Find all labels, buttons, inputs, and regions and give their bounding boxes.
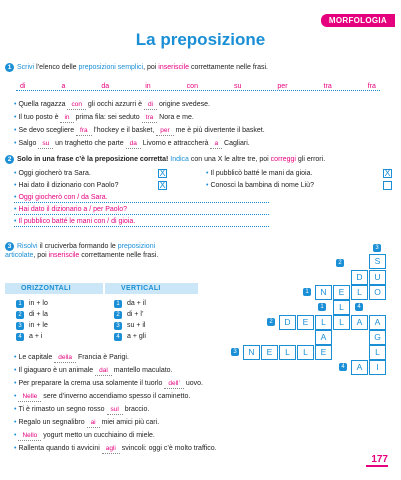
clue-number: 4	[355, 303, 363, 311]
clue-number: 1	[303, 288, 311, 296]
grid-cell[interactable]: D	[279, 315, 296, 330]
clue-item: 3 su + il	[114, 321, 145, 330]
grid-cell[interactable]: D	[351, 270, 368, 285]
list-item: • Conosci la bambina di nome Liù?	[206, 182, 314, 189]
grid-cell[interactable]: A	[315, 330, 332, 345]
clue-item: 4 a + i	[16, 332, 42, 341]
clue-item: 2 di + la	[16, 310, 48, 319]
clue-item: 1 in + lo	[16, 299, 48, 308]
grid-cell[interactable]: A	[351, 315, 368, 330]
grid-cell[interactable]: N	[315, 285, 332, 300]
grid-cell[interactable]: E	[315, 345, 332, 360]
section-badge: MORFOLOGIA	[321, 14, 395, 27]
horizontal-clues-header: ORIZZONTALI	[5, 283, 103, 294]
grid-cell[interactable]: G	[369, 330, 386, 345]
grid-cell[interactable]: L	[297, 345, 314, 360]
sentence-row: • Il tuo posto è in prima fila: sei seduto tra Nora e me.	[14, 114, 194, 121]
sentence-row: • Se devo scegliere fra l’hockey e il basket, per me è più divertente il basket.	[14, 127, 265, 134]
preposition-list	[16, 83, 380, 91]
clue-number: 2	[267, 318, 275, 326]
grid-cell[interactable]: E	[333, 285, 350, 300]
exercise-number: 1	[5, 63, 14, 72]
clue-item: 3 in + le	[16, 321, 48, 330]
grid-cell[interactable]: O	[369, 285, 386, 300]
sentence-row: • Nelle sere d’inverno accendiamo spesso il caminetto.	[14, 393, 191, 400]
vertical-clues-header: VERTICALI	[105, 283, 198, 294]
clue-number: 1	[318, 303, 326, 311]
clue-item: 1 da + il	[114, 299, 146, 308]
grid-cell[interactable]: L	[369, 345, 386, 360]
clue-number: 3	[373, 244, 381, 252]
list-item: con	[186, 83, 198, 90]
grid-cell[interactable]: L	[351, 285, 368, 300]
grid-cell[interactable]: A	[369, 315, 386, 330]
answer-line[interactable]: • Il pubblico batté le mani con / di gioia.	[14, 217, 269, 227]
list-item: di	[20, 83, 26, 90]
list-item: tra	[323, 83, 332, 90]
exercise-number: 3	[5, 242, 14, 251]
answer-line[interactable]: • Oggi giocherò con / da Sara.	[14, 193, 269, 203]
page-number: 177	[371, 454, 388, 465]
page-title: La preposizione	[135, 30, 266, 49]
grid-cell[interactable]: L	[333, 315, 350, 330]
grid-cell[interactable]: E	[261, 345, 278, 360]
list-item: • Il pubblicò batté le mani da gioia.	[206, 170, 313, 177]
clue-item: 2 di + l’	[114, 310, 144, 319]
grid-cell[interactable]: L	[279, 345, 296, 360]
grid-cell[interactable]: I	[369, 360, 386, 375]
grid-cell[interactable]: S	[369, 254, 386, 269]
list-item: • Oggi giocherò tra Sara.	[14, 170, 91, 177]
checkbox[interactable]	[383, 181, 392, 190]
grid-cell[interactable]: E	[297, 315, 314, 330]
list-item: per	[277, 83, 288, 90]
sentence-row: • Quella ragazza con gli occhi azzurri è di origine svedese.	[14, 101, 210, 108]
exercise-3-instructions: 3 Risolvi il cruciverba formando le preposizioni articolate, poi inseriscile correttamente nelle frasi.	[5, 243, 159, 259]
exercise-number: 2	[5, 155, 14, 164]
clue-number: 2	[336, 259, 344, 267]
clue-item: 4 a + gli	[114, 332, 146, 341]
checkbox[interactable]: X	[384, 168, 391, 178]
sentence-row: • Regalo un segnalibro ai miei amici più cari.	[14, 419, 160, 426]
list-item: a	[61, 83, 66, 90]
checkbox[interactable]: X	[159, 180, 166, 190]
list-item: in	[145, 83, 151, 90]
grid-cell[interactable]: N	[243, 345, 260, 360]
page-number-underline	[366, 465, 388, 467]
grid-cell[interactable]: L	[333, 300, 350, 315]
sentence-row: • Salgo su un traghetto che parte da Livorno e attraccherà a Cagliari.	[14, 140, 250, 147]
list-item: fra	[367, 83, 376, 90]
sentence-row: • Ti è rimasto un segno rosso sul braccio.	[14, 406, 150, 413]
answer-line[interactable]: • Hai dato il dizionario a / per Paolo?	[14, 205, 269, 215]
exercise-1-instructions: 1 Scrivi l’elenco delle preposizioni semplici, poi inseriscile correttamente nelle frasi.	[5, 63, 268, 72]
sentence-row: • Nello yogurt metto un cucchiaino di miele.	[14, 432, 155, 439]
sentence-row: • Le capitale della Francia è Parigi.	[14, 354, 129, 361]
grid-cell[interactable]: U	[369, 270, 386, 285]
list-item: da	[101, 83, 110, 90]
checkbox[interactable]: X	[159, 168, 166, 178]
sentence-row: • Il giaguaro è un animale dal mantello maculato.	[14, 367, 173, 374]
clue-number: 3	[231, 348, 239, 356]
grid-cell[interactable]: A	[351, 360, 368, 375]
sentence-row: • Per preparare la crema usa solamente il tuorlo dell’ uovo.	[14, 380, 203, 387]
clue-number: 4	[339, 363, 347, 371]
exercise-2-instructions: 2 Solo in una frase c’è la preposizione corretta! Indica con una X le altre tre, poi correggi gli errori.	[5, 155, 325, 164]
sentence-row: • Rallenta quando ti avvicini agli svincoli: oggi c’è molto traffico.	[14, 445, 217, 452]
list-item: su	[233, 83, 242, 90]
list-item: • Hai dato il dizionario con Paolo?	[14, 182, 119, 189]
grid-cell[interactable]: L	[315, 315, 332, 330]
